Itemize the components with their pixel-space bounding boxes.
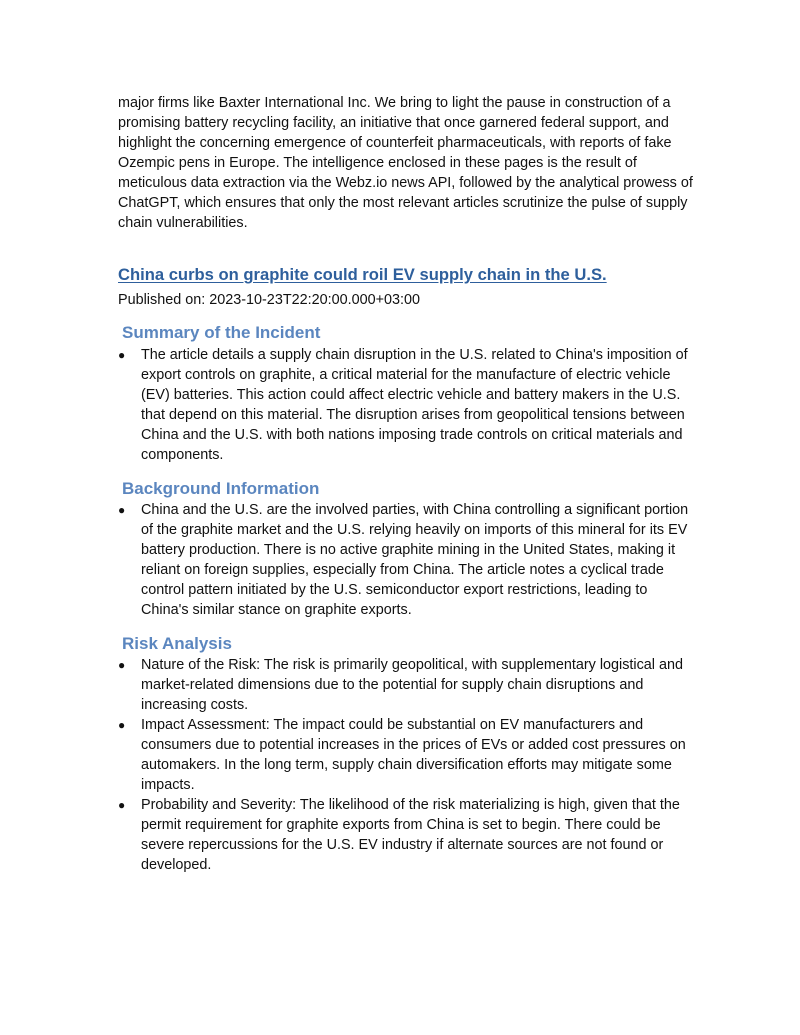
bullet-icon: ● [118, 798, 126, 812]
article-title-link[interactable]: China curbs on graphite could roil EV supply chain in the U.S. [118, 265, 607, 284]
section-heading-background: Background Information [122, 479, 320, 498]
list-item [118, 345, 693, 465]
background-bullet-list [118, 500, 693, 620]
bullet-text: Probability and Severity: The likelihood of the risk materializing is high, given that the permit requirement for graphite exports from China is set to begin. There could be severe repercussions for the U.S. EV industry if alternate sources are not found or developed. [141, 797, 680, 873]
list-item [118, 715, 693, 795]
bullet-icon: ● [118, 348, 126, 362]
list-item [118, 795, 693, 875]
bullet-icon: ● [118, 503, 126, 517]
bullet-icon: ● [118, 658, 126, 672]
risk-bullet-list [118, 655, 693, 875]
bullet-text: The article details a supply chain disruption in the U.S. related to China's imposition of export controls on graphite, a critical material for the manufacture of electric vehicle (EV) batteries. This action could affect electric vehicle and battery makers in the U.S. that depend on this material. The disruption arises from geopolitical tensions between China and the U.S. with both nations imposing trade controls on critical materials and components. [141, 347, 688, 463]
section-heading-risk-analysis: Risk Analysis [122, 634, 232, 653]
bullet-text: Impact Assessment: The impact could be substantial on EV manufacturers and consumers due to potential increases in the prices of EVs or added cost pressures on automakers. In the long term, supply chain diversification efforts may mitigate some impacts. [141, 717, 686, 793]
intro-paragraph: major firms like Baxter International Inc. We bring to light the pause in construction of a promising battery recycling facility, an initiative that once garnered federal support, and highlight the concerning emergence of counterfeit pharmaceuticals, with reports of fake Ozempic pens in Europe. The intelligence enclosed in these pages is the result of meticulous data extraction via the Webz.io news API, followed by the analytical prowess of ChatGPT, which ensures that only the most relevant articles scrutinize the pulse of supply chain vulnerabilities. [118, 95, 693, 231]
bullet-icon: ● [118, 718, 126, 732]
bullet-text: Nature of the Risk: The risk is primarily geopolitical, with supplementary logistical and market-related dimensions due to the potential for supply chain disruptions and increasing costs. [141, 657, 684, 713]
section-heading-summary: Summary of the Incident [122, 323, 321, 342]
summary-bullet-list [118, 345, 693, 465]
bullet-text: China and the U.S. are the involved parties, with China controlling a significant portion of the graphite market and the U.S. relying heavily on imports of this mineral for its EV battery production. There is no active graphite mining in the United States, making it reliant on foreign supplies, especially from China. The article notes a cyclical trade control pattern initiated by the U.S. semiconductor export restrictions, leading to China's similar stance on graphite exports. [141, 502, 689, 618]
list-item [118, 655, 693, 715]
list-item [118, 500, 693, 620]
published-date: Published on: 2023-10-23T22:20:00.000+03:00 [118, 292, 421, 308]
